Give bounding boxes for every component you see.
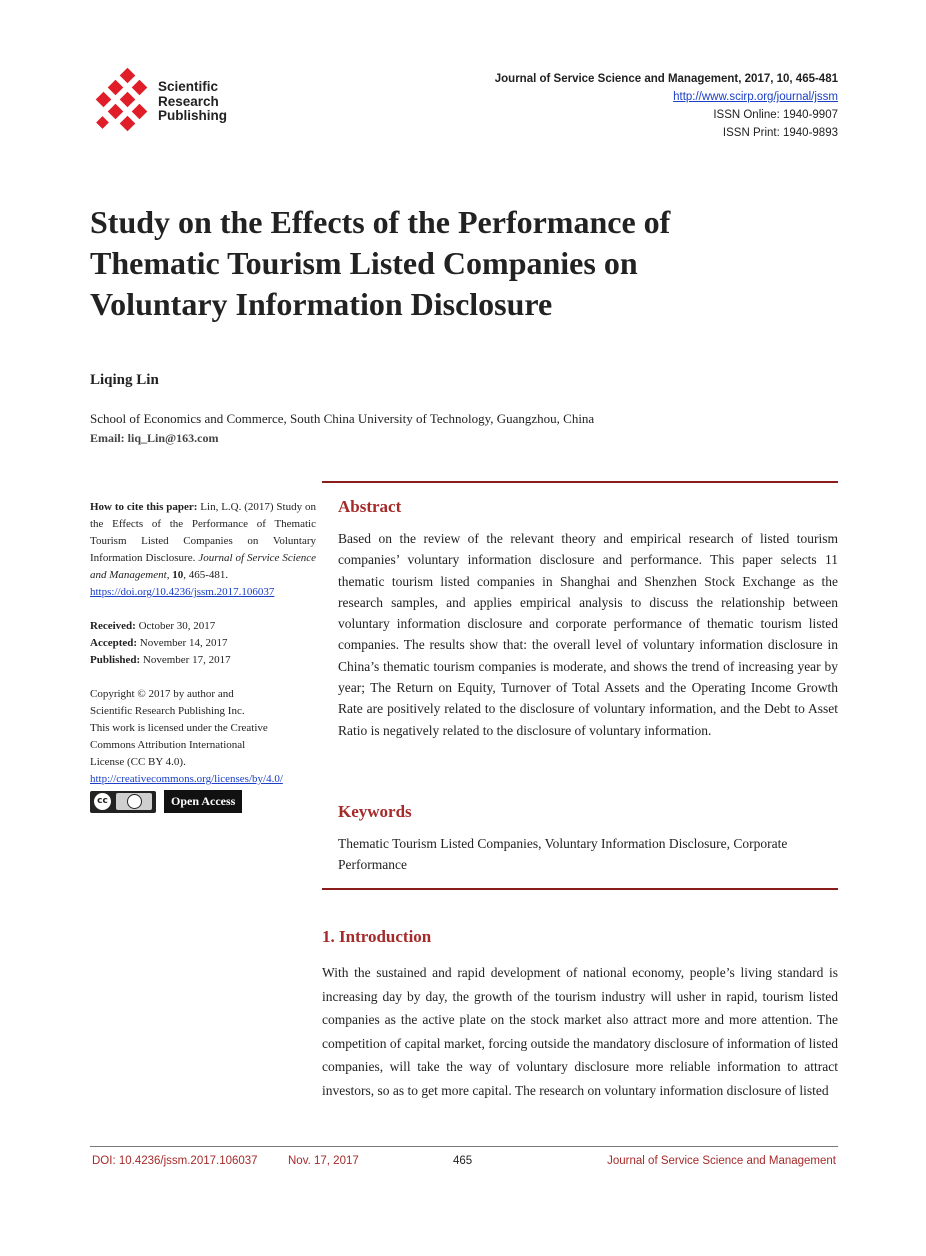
article-sidebar bbox=[90, 499, 316, 813]
copyright-line-4: Commons Attribution International bbox=[90, 739, 246, 751]
footer-date: Nov. 17, 2017 bbox=[288, 1155, 359, 1167]
author-name: Liqing Lin bbox=[90, 372, 159, 388]
published-label: Published: bbox=[90, 654, 141, 666]
citation-block bbox=[90, 499, 316, 584]
article-title-line-3: Voluntary Information Disclosure bbox=[90, 286, 553, 322]
copyright-line-2: Scientific Research Publishing Inc. bbox=[90, 705, 245, 717]
cite-comma: , bbox=[166, 569, 173, 581]
received-label: Received: bbox=[90, 620, 136, 632]
journal-info bbox=[495, 70, 838, 142]
footer-journal: Journal of Service Science and Management bbox=[607, 1155, 836, 1167]
by-icon bbox=[116, 793, 152, 810]
accepted-line bbox=[90, 635, 316, 652]
copyright-block bbox=[90, 686, 316, 771]
publisher-name-line-2: Research bbox=[158, 93, 219, 109]
open-access-badge: Open Access bbox=[164, 790, 242, 813]
accepted-label: Accepted: bbox=[90, 637, 138, 649]
publisher-name-line-3: Publishing bbox=[158, 108, 227, 123]
footer-page-number: 465 bbox=[453, 1155, 473, 1167]
article-title-line-1: Study on the Effects of the Performance of bbox=[90, 204, 671, 240]
footer-doi: DOI: 10.4236/jssm.2017.106037 bbox=[92, 1155, 258, 1167]
footer-rule bbox=[90, 1146, 838, 1147]
author-affiliation: School of Economics and Commerce, South China University of Technology, Guangzhou, China bbox=[90, 411, 595, 426]
introduction-heading: 1. Introduction bbox=[322, 927, 432, 946]
journal-url-link[interactable]: http://www.scirp.org/journal/jssm bbox=[673, 91, 838, 103]
publisher-name bbox=[158, 80, 227, 124]
keywords-text: Thematic Tourism Listed Companies, Voluntary Information Disclosure, Corporate Performance bbox=[338, 836, 788, 873]
publisher-name-line-1: Scientific bbox=[158, 79, 219, 94]
accepted-date: November 14, 2017 bbox=[137, 637, 228, 649]
received-date: October 30, 2017 bbox=[135, 620, 216, 632]
cite-text: Lin, L.Q. (2017) Study on the Effects of the Performance of Thematic Tourism Listed Companies on Voluntary Information Disclosure. bbox=[90, 501, 316, 564]
cite-doi-link[interactable]: https://doi.org/10.4236/jssm.2017.106037 bbox=[90, 586, 275, 598]
copyright-line-5: License (CC BY 4.0). bbox=[90, 756, 186, 768]
article-title bbox=[90, 202, 850, 325]
abstract-heading: Abstract bbox=[338, 497, 402, 516]
issn-print: ISSN Print: 1940-9893 bbox=[722, 127, 838, 139]
abstract-bottom-rule bbox=[322, 888, 838, 890]
copyright-line-3: This work is licensed under the Creative bbox=[90, 722, 268, 734]
abstract-top-rule bbox=[322, 481, 838, 483]
received-line bbox=[90, 618, 316, 635]
publisher-logo-icon bbox=[92, 68, 158, 134]
article-title-line-2: Thematic Tourism Listed Companies on bbox=[90, 245, 638, 281]
cc-icon: cc bbox=[94, 793, 111, 810]
abstract-body bbox=[338, 528, 838, 741]
cite-volume: 10 bbox=[172, 569, 184, 581]
author-email: Email: liq_Lin@163.com bbox=[90, 431, 219, 445]
cite-pages: , 465-481. bbox=[183, 569, 229, 581]
cite-journal: Journal of Service Science and Management bbox=[90, 552, 316, 581]
introduction-body bbox=[322, 961, 838, 1102]
introduction-text: With the sustained and rapid development of national economy, people’s living standard is increasing day by day, the growth of the tourism industry will usher in rapid, tourism listed companies as the active plate on the stock market also attract more and more attention. The competition of capital market, forcing outside the mandatory disclosure of information of listed companies, will take the way of voluntary disclosure more reliable information to attract investors, so as to get more capital. The research on voluntary information disclosure of listed bbox=[322, 965, 838, 1098]
keywords-heading: Keywords bbox=[338, 802, 412, 821]
license-badges bbox=[90, 790, 316, 813]
issn-online: ISSN Online: 1940-9907 bbox=[713, 109, 838, 121]
published-line bbox=[90, 652, 316, 669]
copyright-line-1: Copyright © 2017 by author and bbox=[90, 688, 234, 700]
published-date: November 17, 2017 bbox=[140, 654, 231, 666]
abstract-text: Based on the review of the relevant theory and empirical research of listed tourism companies’ voluntary information disclosure and performance. This paper selects 11 thematic tourism listed companies in Shanghai and Shenzhen Stock Exchange as the research samples, and applies empirical analysis to discuss the relationship between voluntary information disclosure and corporate performance of thematic tourism listed companies. The results show that: the overall level of voluntary information disclosure in China’s thematic tourism companies is moderate, and shows the trend of increasing year by year; The Return on Equity, Turnover of Total Assets and the Operating Income Growth Rate are positively related to the disclosure of voluntary information, and the Debt to Asset Ratio is negatively related to the disclosure of voluntary information. bbox=[338, 531, 838, 738]
journal-citation: Journal of Service Science and Management, 2017, 10, 465-481 bbox=[494, 73, 838, 85]
license-link[interactable]: http://creativecommons.org/licenses/by/4.0/ bbox=[90, 773, 283, 785]
cite-label: How to cite this paper: bbox=[90, 501, 198, 513]
cc-by-badge[interactable] bbox=[90, 791, 156, 813]
